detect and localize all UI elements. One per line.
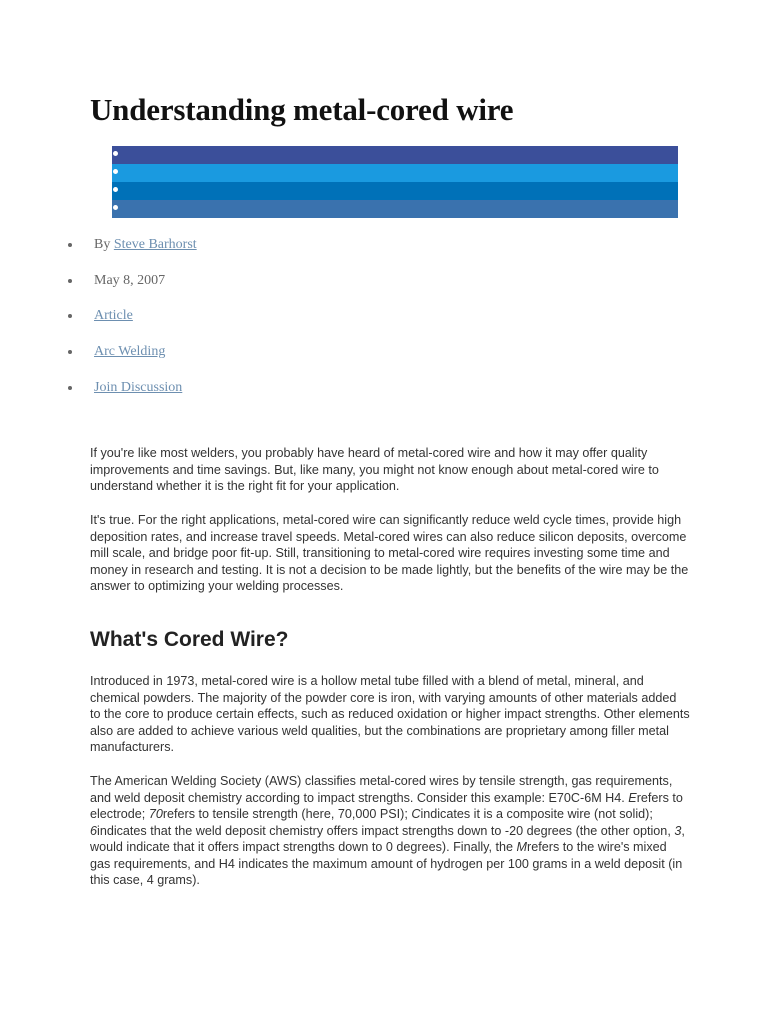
- section-heading: What's Cored Wire?: [90, 628, 289, 651]
- text-run: The American Welding Society (AWS) classifies metal-cored wires by tensile strength, gas requirements, and weld deposit chemistry according to impact strengths. Consider this example: E70C-6M H4.: [90, 774, 673, 805]
- author-link[interactable]: Steve Barhorst: [113, 237, 197, 252]
- share-bar-2[interactable]: [112, 164, 678, 182]
- italic-code: 70: [148, 807, 163, 821]
- share-bar-list: [112, 146, 678, 218]
- text-run: indicates it is a composite wire (not solid);: [420, 807, 653, 821]
- bullet-icon: [113, 205, 118, 210]
- text-run: , would indicate that it offers impact strengths down to 0 degrees). Finally, the: [90, 823, 685, 854]
- share-bar-1[interactable]: [112, 146, 678, 164]
- author-prefix: By: [94, 237, 114, 252]
- share-bar-4[interactable]: [112, 200, 678, 218]
- intro-paragraph-1: If you're like most welders, you probably have heard of metal-cored wire and how it may offer quality improvements and time savings. But, like many, you might not know enough about metal-cored wire to understand whether it is the right fit for your application.: [90, 446, 659, 493]
- bullet-icon: [68, 386, 72, 390]
- italic-code: C: [411, 807, 421, 821]
- text-run: indicates that the weld deposit chemistry offers impact strengths down to -20 degrees (the other option,: [97, 823, 675, 838]
- text-run: refers to electrode;: [90, 790, 683, 821]
- bullet-icon: [68, 279, 72, 283]
- bullet-icon: [68, 243, 72, 247]
- share-bar-3[interactable]: [112, 182, 678, 200]
- italic-code: E: [628, 790, 637, 805]
- bullet-icon: [68, 314, 72, 318]
- italic-code: M: [516, 840, 528, 854]
- join-discussion-link[interactable]: Join Discussion: [94, 379, 183, 395]
- italic-code: 6: [90, 823, 98, 838]
- italic-code: 3: [674, 823, 682, 838]
- section-paragraph-2: [90, 773, 690, 889]
- section-paragraph-1: Introduced in 1973, metal-cored wire is a hollow metal tube filled with a blend of metal, mineral, and chemical powders. The majority of the powder core is iron, with varying amounts of other materials added to the core to produce certain effects, such as reduced oxidation or higher impact strengths. Other elements also are added to achieve various weld qualities, but the combinations are proprietary among filler metal manufacturers.: [90, 674, 690, 754]
- text-run: refers to the wire's mixed gas requirements, and H4 indicates the maximum amount of hydrogen per 100 grams in a weld deposit (in this case, 4 grams).: [90, 840, 683, 887]
- text-run: refers to tensile strength (here, 70,000 PSI);: [162, 807, 412, 821]
- bullet-icon: [113, 187, 118, 192]
- page-title: Understanding metal-cored wire: [90, 92, 514, 127]
- bullet-icon: [113, 151, 118, 156]
- author-line: [94, 236, 197, 254]
- intro-paragraph-2: It's true. For the right applications, metal-cored wire can significantly reduce weld cycle times, provide high deposition rates, and increase travel speeds. Metal-cored wires can also reduce silicon deposits, overcome mill scale, and bridge poor fit-up. Still, transitioning to metal-cored wire requires investing some time and money in research and testing. It is not a decision to be made lightly, but the benefits of the wire may be the answer to optimizing your welding processes.: [90, 513, 689, 593]
- category-link[interactable]: Arc Welding: [94, 344, 166, 360]
- bullet-icon: [113, 169, 118, 174]
- publish-date: May 8, 2007: [94, 272, 166, 288]
- bullet-icon: [68, 350, 72, 354]
- article-type-link[interactable]: Article: [94, 308, 133, 324]
